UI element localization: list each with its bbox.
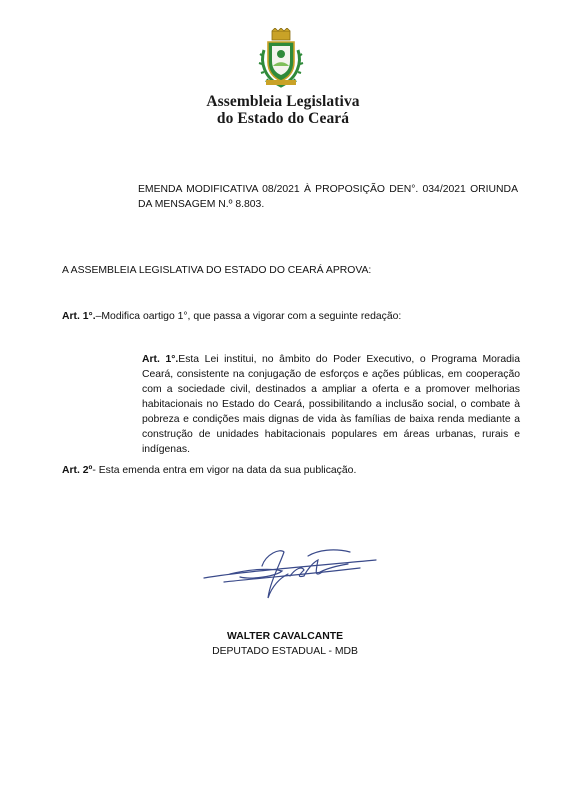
signer-role: DEPUTADO ESTADUAL - MDB xyxy=(212,646,358,657)
header-line-1: Assembleia Legislativa xyxy=(206,93,360,110)
preamble: A ASSEMBLEIA LEGISLATIVA DO ESTADO DO CEARÁ APROVA: xyxy=(62,265,372,276)
article-2 xyxy=(62,463,522,478)
article-1-text: –Modifica oartigo 1°, que passa a vigorar com a seguinte redação: xyxy=(95,311,402,322)
article-1 xyxy=(62,309,522,324)
quoted-article-label: Art. 1°. xyxy=(142,354,179,365)
header-line-2: do Estado do Ceará xyxy=(216,110,350,127)
article-1-label: Art. 1°. xyxy=(62,311,96,322)
handwritten-signature xyxy=(200,538,380,604)
signer-name: WALTER CAVALCANTE xyxy=(226,631,343,642)
emenda-title: EMENDA MODIFICATIVA 08/2021 À PROPOSIÇÃO DEN°. 034/2021 ORIUNDA DA MENSAGEM N.º 8.803. xyxy=(138,184,518,210)
quoted-article xyxy=(142,352,520,457)
article-2-label: Art. 2º xyxy=(62,465,93,476)
quoted-article-text: Esta Lei institui, no âmbito do Poder Executivo, o Programa Moradia Ceará, consistente na conjugação de esforços e ações públicas, em cooperação com a sociedade civil, destinados a ampliar a oferta e a promover melhorias habitacionais no Estado do Ceará, possibilitando a inclusão social, o combate à pobreza e condições mais dignas de vida às famílias de baixa renda mediante a construção de unidades habitacionais populares em áreas urbanas, rurais e indígenas. xyxy=(142,354,520,455)
institution-header xyxy=(180,93,386,127)
ceara-coat-of-arms-logo xyxy=(258,28,304,90)
article-2-text: - Esta emenda entra em vigor na data da sua publicação. xyxy=(92,465,357,476)
